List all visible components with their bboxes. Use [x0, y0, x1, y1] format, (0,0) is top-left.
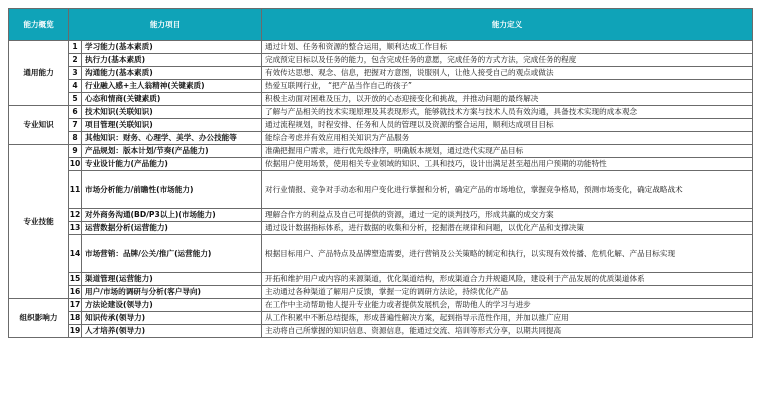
row-number: 14	[69, 235, 82, 273]
competency-item: 沟通能力(基本素质)	[82, 67, 262, 80]
header-item: 能力项目	[69, 9, 262, 41]
competency-definition: 准确把握用户需求，进行优先级排序，明确版本规划，通过迭代实现产品目标	[262, 145, 753, 158]
competency-definition: 从工作积累中不断总结提炼，形成普遍性解决方案，起到指导示范性作用，并加以推广应用	[262, 312, 753, 325]
table-row	[9, 209, 753, 222]
header-definition: 能力定义	[262, 9, 753, 41]
table-row	[9, 299, 753, 312]
table-row	[9, 171, 753, 209]
table-row	[9, 132, 753, 145]
row-number: 2	[69, 54, 82, 67]
category-cell: 组织影响力	[9, 299, 69, 338]
category-cell: 通用能力	[9, 41, 69, 106]
row-number: 12	[69, 209, 82, 222]
competency-item: 市场营销：品牌/公关/推广(运营能力)	[82, 235, 262, 273]
table-row	[9, 325, 753, 338]
competency-item: 人才培养(领导力)	[82, 325, 262, 338]
table-row	[9, 93, 753, 106]
table-row	[9, 106, 753, 119]
competency-definition: 开拓和维护用户或内容的来源渠道，优化渠道结构，形成渠道合力并规避风险，建设利于产品发展的优质渠道体系	[262, 273, 753, 286]
competency-definition: 理解合作方的利益点及自己可提供的资源，通过一定的谈判技巧，形成共赢的成交方案	[262, 209, 753, 222]
row-number: 18	[69, 312, 82, 325]
competency-definition: 积极主动面对困难及压力，以开放的心态迎接变化和挑战，并推动问题的最终解决	[262, 93, 753, 106]
row-number: 17	[69, 299, 82, 312]
row-number: 10	[69, 158, 82, 171]
row-number: 15	[69, 273, 82, 286]
competency-item: 项目管理(关联知识)	[82, 119, 262, 132]
competency-item: 运营数据分析(运营能力)	[82, 222, 262, 235]
competency-definition: 有效传达思想、观念、信息，把握对方意图，说服别人，让他人接受自己的观点或做法	[262, 67, 753, 80]
competency-definition: 通过流程规划，时程安排、任务和人员的管理以及资源的整合运用，顺利达成项目目标	[262, 119, 753, 132]
competency-definition: 根据目标用户、产品特点及品牌塑造需要，进行营销及公关策略的制定和执行，以实现有效传播、危机化解、产品目标实现	[262, 235, 753, 273]
row-number: 5	[69, 93, 82, 106]
row-number: 16	[69, 286, 82, 299]
table-row	[9, 158, 753, 171]
table-header-row	[9, 9, 753, 41]
table-row	[9, 119, 753, 132]
competency-table	[8, 8, 753, 338]
row-number: 8	[69, 132, 82, 145]
competency-item: 渠道管理(运营能力)	[82, 273, 262, 286]
row-number: 6	[69, 106, 82, 119]
competency-item: 专业设计能力(产品能力)	[82, 158, 262, 171]
competency-definition: 对行业情报、竞争对手动态和用户变化进行掌握和分析，确定产品的市场地位，掌握竞争格局，预测市场变化，确定战略战术	[262, 171, 753, 209]
category-cell: 专业技能	[9, 145, 69, 299]
competency-definition: 在工作中主动帮助他人提升专业能力或者提供发展机会，帮助他人的学习与进步	[262, 299, 753, 312]
competency-item: 其他知识：财务、心理学、美学、办公技能等	[82, 132, 262, 145]
competency-item: 市场分析能力/前瞻性(市场能力)	[82, 171, 262, 209]
competency-definition: 完成预定目标以及任务的能力，包含完成任务的意愿，完成任务的方式方法，完成任务的程度	[262, 54, 753, 67]
category-cell: 专业知识	[9, 106, 69, 145]
row-number: 3	[69, 67, 82, 80]
competency-item: 用户/市场的调研与分析(客户导向)	[82, 286, 262, 299]
table-row	[9, 67, 753, 80]
row-number: 1	[69, 41, 82, 54]
table-body	[9, 41, 753, 338]
competency-item: 技术知识(关联知识)	[82, 106, 262, 119]
row-number: 19	[69, 325, 82, 338]
competency-definition: 通过计划、任务和资源的整合运用，顺利达成工作目标	[262, 41, 753, 54]
competency-definition: 主动将自己所掌握的知识信息、资源信息，能通过交流、培训等形式分享，以期共同提高	[262, 325, 753, 338]
table-row	[9, 312, 753, 325]
table-row	[9, 273, 753, 286]
competency-definition: 能综合考虑并有效应用相关知识为产品服务	[262, 132, 753, 145]
competency-table-container	[8, 8, 752, 338]
competency-definition: 通过设计数据指标体系，进行数据的收集和分析，挖掘潜在规律和问题，以优化产品和支撑决策	[262, 222, 753, 235]
competency-item: 对外商务沟通(BD/P3以上)(市场能力)	[82, 209, 262, 222]
competency-item: 产品规划：版本计划/节奏(产品能力)	[82, 145, 262, 158]
header-category: 能力概览	[9, 9, 69, 41]
table-row	[9, 235, 753, 273]
row-number: 7	[69, 119, 82, 132]
competency-item: 学习能力(基本素质)	[82, 41, 262, 54]
table-row	[9, 80, 753, 93]
table-row	[9, 41, 753, 54]
competency-definition: 了解与产品相关的技术实现原理及其表现形式，能够就技术方案与技术人员有效沟通，具备技术实现的成本观念	[262, 106, 753, 119]
competency-item: 知识传承(领导力)	[82, 312, 262, 325]
competency-definition: 主动通过各种渠道了解用户反馈，掌握一定的调研方法论，持续优化产品	[262, 286, 753, 299]
row-number: 9	[69, 145, 82, 158]
competency-item: 心态和情商(关键素质)	[82, 93, 262, 106]
competency-item: 方法论建设(领导力)	[82, 299, 262, 312]
table-row	[9, 54, 753, 67]
table-row	[9, 286, 753, 299]
row-number: 11	[69, 171, 82, 209]
table-row	[9, 222, 753, 235]
row-number: 4	[69, 80, 82, 93]
competency-item: 执行力(基本素质)	[82, 54, 262, 67]
competency-definition: 依据用户使用场景，使用相关专业领域的知识、工具和技巧，设计出满足甚至超出用户预期的功能特性	[262, 158, 753, 171]
table-row	[9, 145, 753, 158]
competency-item: 行业融入感+主人翁精神(关键素质)	[82, 80, 262, 93]
row-number: 13	[69, 222, 82, 235]
competency-definition: 热爱互联网行业， “把产品当作自己的孩子”	[262, 80, 753, 93]
